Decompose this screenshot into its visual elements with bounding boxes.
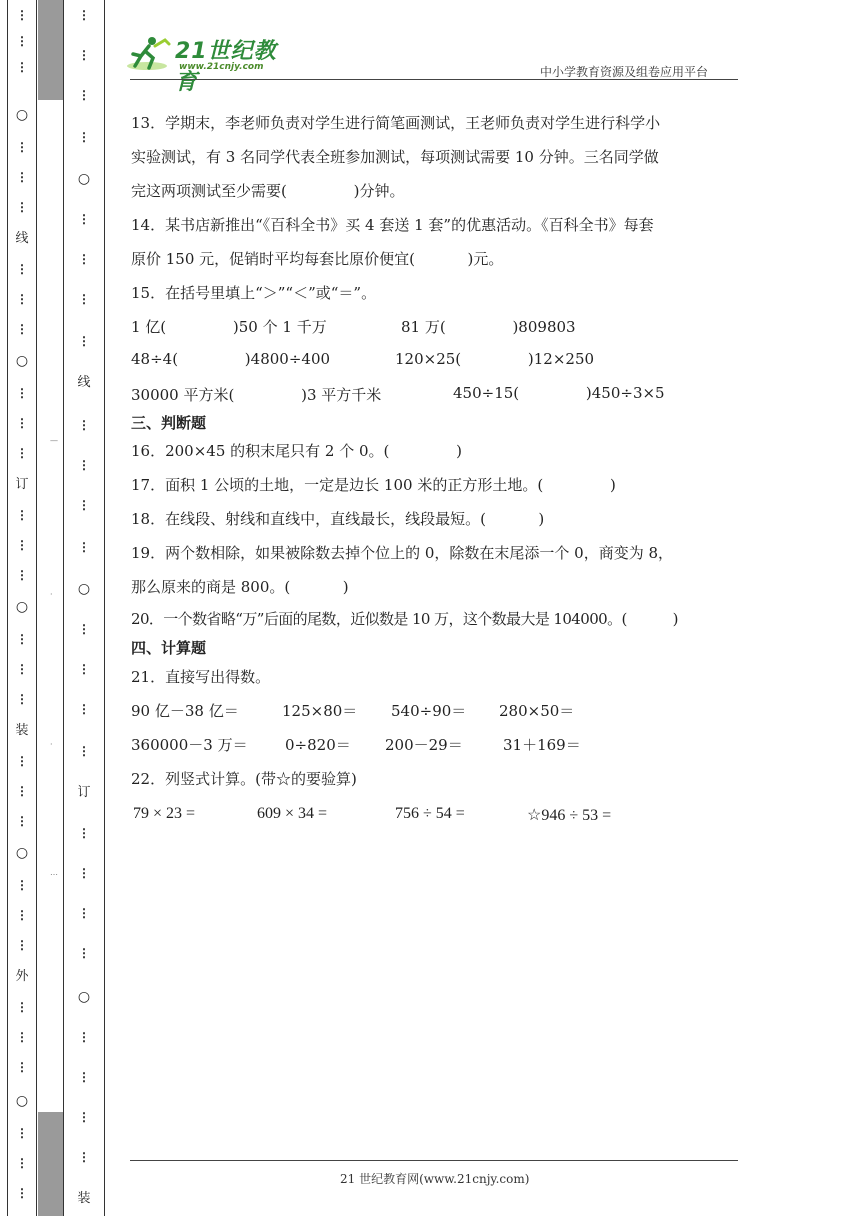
dots-icon: ⋮ (78, 334, 90, 348)
q22-title: 22．列竖式计算。(带☆的要验算) (131, 770, 357, 788)
dots-icon: ⋮ (16, 34, 28, 48)
dots-icon: ⋮ (16, 568, 28, 582)
dots-icon: ⋮ (78, 130, 90, 144)
q16: 16．200×45 的积末尾只有 2 个 0。( ) (131, 442, 462, 460)
margin-char-zhuang: 装 (77, 1191, 91, 1206)
dots-icon: ⋮ (16, 1156, 28, 1170)
dots-icon: ⋮ (16, 662, 28, 676)
q21-item: 125×80＝ (282, 702, 358, 720)
footer-divider (130, 1160, 738, 1161)
q15-item: 1 亿( )50 个 1 千万 (131, 318, 327, 336)
dots-icon: ⋮ (16, 262, 28, 276)
dots-icon: ⋮ (16, 60, 28, 74)
margin-char-xian: 线 (77, 375, 91, 390)
q22-item: 79 × 23 = (133, 805, 196, 822)
dots-icon: ⋮ (16, 938, 28, 952)
dots-icon: ⋮ (16, 386, 28, 400)
q13-line1: 13．学期末，李老师负责对学生进行简笔画测试，王老师负责对学生进行科学小 (131, 114, 661, 132)
dots-icon: ⋮ (16, 8, 28, 22)
binding-gray-block (38, 1112, 63, 1216)
dots-icon: ⋮ (16, 292, 28, 306)
section-heading: 四、计算题 (131, 639, 207, 657)
q21-item: 200－29＝ (385, 736, 463, 754)
dots-icon: ⋮ (78, 906, 90, 920)
circle-icon: ○ (15, 599, 29, 615)
outer-binding-strip (7, 0, 37, 1216)
dots-icon: ⋮ (78, 540, 90, 554)
faint-mark: — (50, 436, 58, 445)
dots-icon: ⋮ (78, 662, 90, 676)
dots-icon: ⋮ (16, 814, 28, 828)
circle-icon: ○ (15, 107, 29, 123)
circle-icon: ○ (77, 989, 91, 1005)
dots-icon: ⋮ (16, 200, 28, 214)
q17: 17．面积 1 公顷的土地，一定是边长 100 米的正方形土地。( ) (131, 476, 616, 494)
margin-char-ding: 订 (77, 785, 91, 800)
dots-icon: ⋮ (16, 1030, 28, 1044)
dots-icon: ⋮ (16, 416, 28, 430)
circle-icon: ○ (15, 1093, 29, 1109)
q22-item: ☆946 ÷ 53 = (527, 807, 612, 824)
q21-item: 360000－3 万＝ (131, 736, 248, 754)
dots-icon: ⋮ (16, 1186, 28, 1200)
dots-icon: ⋮ (78, 826, 90, 840)
dots-icon: ⋮ (16, 878, 28, 892)
dots-icon: ⋮ (16, 538, 28, 552)
inner-binding-strip (63, 0, 105, 1216)
dots-icon: ⋮ (16, 508, 28, 522)
dots-icon: ⋮ (16, 632, 28, 646)
faint-mark: ⋯ (50, 870, 58, 879)
q14-line1: 14．某书店新推出“《百科全书》买 4 套送 1 套”的优惠活动。《百科全书》每套 (131, 216, 654, 234)
q13-line3: 完这两项测试至少需要( )分钟。 (131, 182, 405, 200)
q19-line1: 19．两个数相除，如果被除数去掉个位上的 0，除数在末尾添一个 0，商变为 8， (131, 544, 674, 562)
dots-icon: ⋮ (78, 622, 90, 636)
q22-item: 609 × 34 = (257, 805, 328, 822)
dots-icon: ⋮ (78, 418, 90, 432)
q21-title: 21．直接写出得数。 (131, 668, 271, 686)
dots-icon: ⋮ (78, 458, 90, 472)
q15-item: 81 万( )809803 (401, 318, 576, 336)
logo-url: www.21cnjy.com (179, 62, 264, 72)
binding-gray-block (38, 0, 63, 100)
dots-icon: ⋮ (16, 784, 28, 798)
dots-icon: ⋮ (78, 252, 90, 266)
circle-icon: ○ (77, 171, 91, 187)
site-logo (125, 32, 295, 95)
header-divider (130, 79, 738, 80)
dots-icon: ⋮ (78, 946, 90, 960)
circle-icon: ○ (15, 353, 29, 369)
q15-item: 120×25( )12×250 (395, 350, 595, 368)
circle-icon: ○ (15, 845, 29, 861)
q15-item: 48÷4( )4800÷400 (131, 350, 331, 368)
dots-icon: ⋮ (16, 1126, 28, 1140)
margin-char-ding: 订 (15, 477, 29, 492)
q21-item: 31＋169＝ (503, 736, 581, 754)
dots-icon: ⋮ (78, 8, 90, 22)
q15-item: 450÷15( )450÷3×5 (453, 384, 665, 402)
q13-line2: 实验测试，有 3 名同学代表全班参加测试，每项测试需要 10 分钟。三名同学做 (131, 148, 659, 166)
faint-mark: · (50, 590, 53, 599)
dots-icon: ⋮ (16, 322, 28, 336)
q21-item: 540÷90＝ (391, 702, 467, 720)
q15-item: 30000 平方米( )3 平方千米 (131, 386, 382, 404)
dots-icon: ⋮ (78, 702, 90, 716)
q22-item: 756 ÷ 54 = (395, 805, 465, 822)
dots-icon: ⋮ (78, 1150, 90, 1164)
dots-icon: ⋮ (78, 1030, 90, 1044)
q14-line2: 原价 150 元，促销时平均每套比原价便宜( )元。 (131, 250, 504, 268)
margin-char-wai: 外 (15, 969, 29, 984)
dots-icon: ⋮ (78, 292, 90, 306)
header-platform-text: 中小学教育资源及组卷应用平台 (540, 65, 709, 79)
dots-icon: ⋮ (16, 140, 28, 154)
dots-icon: ⋮ (16, 446, 28, 460)
dots-icon: ⋮ (78, 1070, 90, 1084)
dots-icon: ⋮ (78, 212, 90, 226)
dots-icon: ⋮ (16, 170, 28, 184)
q18: 18．在线段、射线和直线中，直线最长，线段最短。( ) (131, 510, 545, 528)
q21-item: 280×50＝ (499, 702, 575, 720)
dots-icon: ⋮ (16, 1060, 28, 1074)
dots-icon: ⋮ (16, 908, 28, 922)
dots-icon: ⋮ (78, 88, 90, 102)
q21-item: 0÷820＝ (285, 736, 351, 754)
q20: 20．一个数省略“万”后面的尾数，近似数是 10 万，这个数最大是 104000。( ) (131, 610, 678, 628)
footer-text: 21 世纪教育网(www.21cnjy.com) (340, 1172, 530, 1186)
margin-char-zhuang: 装 (15, 723, 29, 738)
dots-icon: ⋮ (78, 1110, 90, 1124)
section-heading: 三、判断题 (131, 414, 207, 432)
dots-icon: ⋮ (78, 866, 90, 880)
dots-icon: ⋮ (16, 692, 28, 706)
dots-icon: ⋮ (78, 498, 90, 512)
margin-char-xian: 线 (15, 231, 29, 246)
dots-icon: ⋮ (16, 754, 28, 768)
logo-text: 21世纪教育 (175, 39, 277, 95)
q21-item: 90 亿－38 亿＝ (131, 702, 239, 720)
circle-icon: ○ (77, 581, 91, 597)
faint-mark: · (50, 740, 53, 749)
dots-icon: ⋮ (78, 744, 90, 758)
dots-icon: ⋮ (16, 1000, 28, 1014)
dots-icon: ⋮ (78, 48, 90, 62)
q15-title: 15．在括号里填上“＞”“＜”或“＝”。 (131, 284, 377, 302)
q19-line2: 那么原来的商是 800。( ) (131, 578, 349, 596)
